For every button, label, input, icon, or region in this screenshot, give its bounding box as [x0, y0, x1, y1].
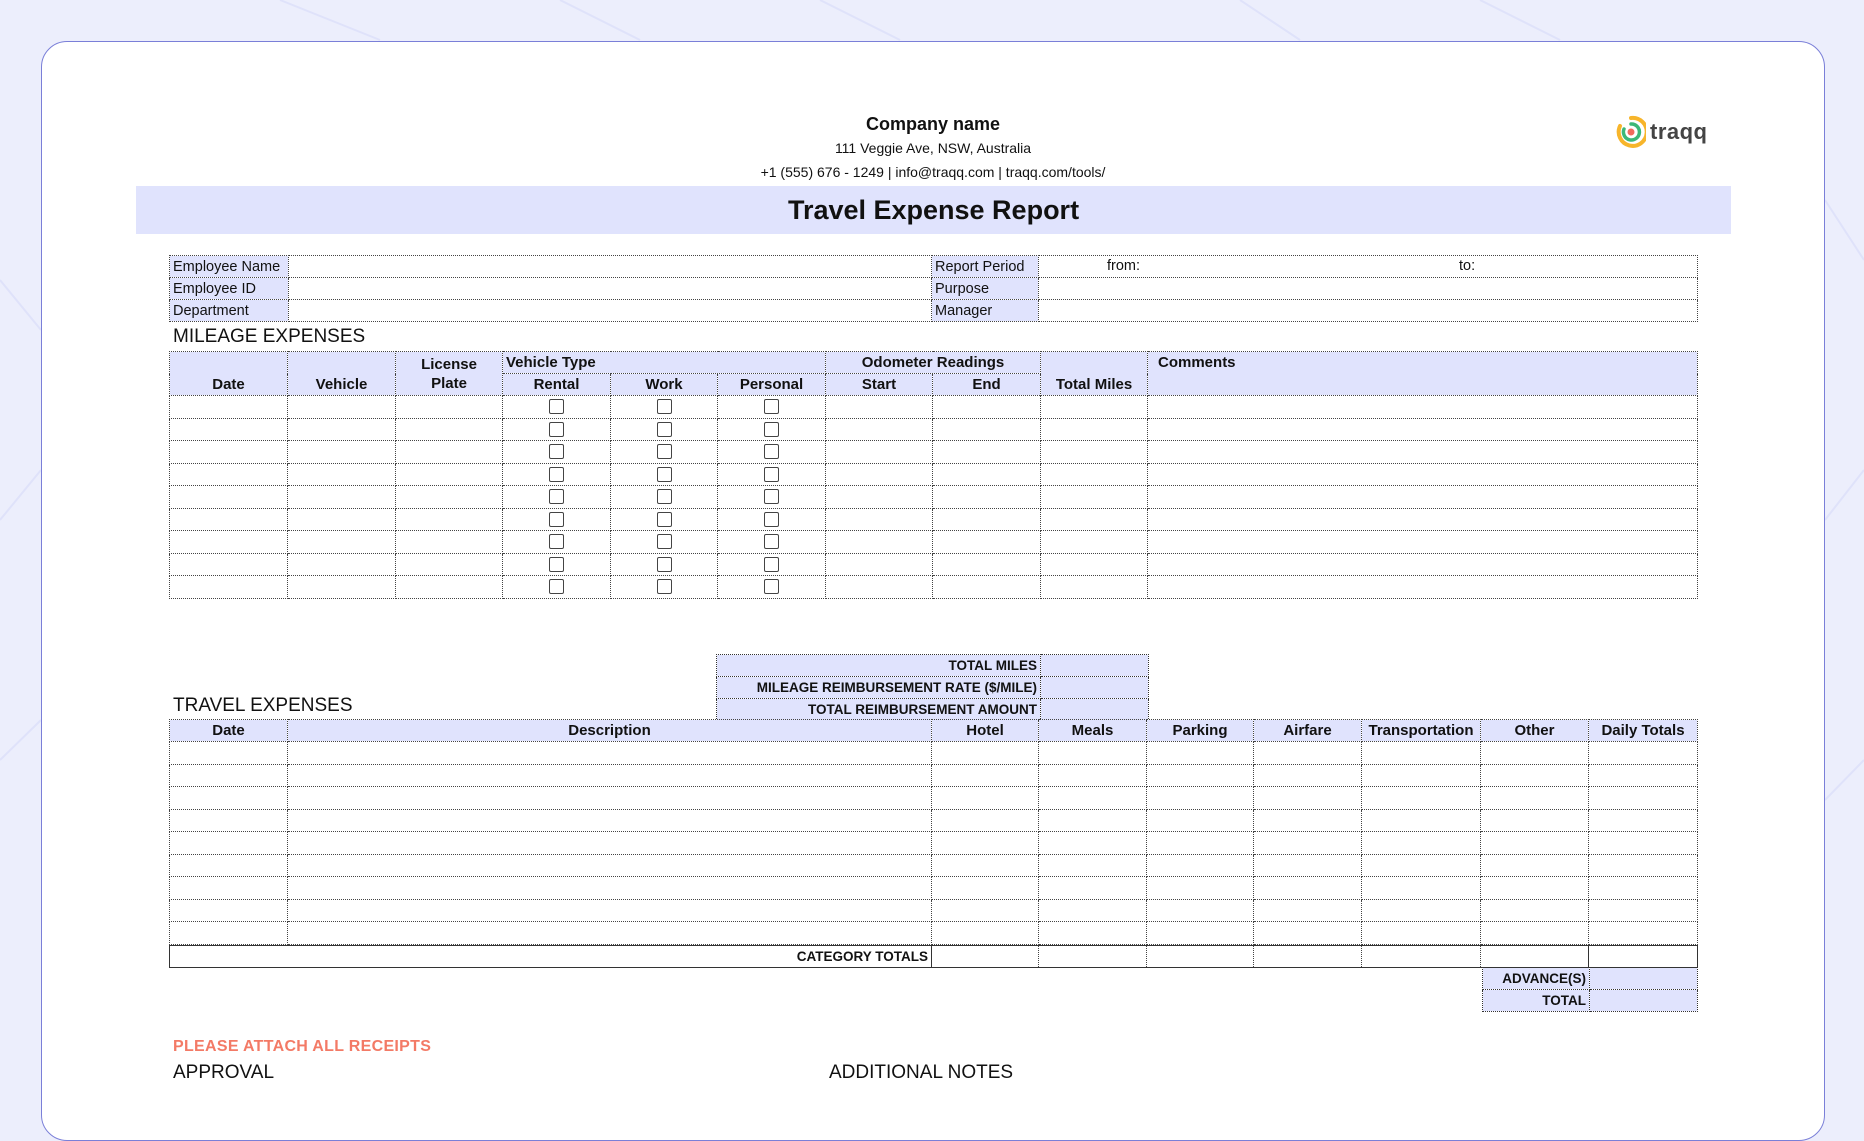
- total-miles-cell[interactable]: [1041, 463, 1148, 486]
- comments-cell[interactable]: [1148, 486, 1698, 509]
- rental-checkbox[interactable]: [549, 557, 564, 572]
- odometer-end-cell[interactable]: [933, 486, 1041, 509]
- rental-checkbox[interactable]: [549, 444, 564, 459]
- daily-total-cell[interactable]: [1589, 922, 1698, 945]
- transportation-cell[interactable]: [1362, 854, 1481, 877]
- personal-cell: [718, 531, 826, 554]
- airfare-cell[interactable]: [1254, 809, 1362, 832]
- mileage-row: [170, 486, 1698, 509]
- description-cell[interactable]: [288, 922, 932, 945]
- mileage-row: [170, 553, 1698, 576]
- personal-cell: [718, 418, 826, 441]
- parking-cell[interactable]: [1147, 854, 1254, 877]
- airfare-total[interactable]: [1254, 946, 1362, 968]
- work-checkbox[interactable]: [657, 489, 672, 504]
- report-period-field[interactable]: [1039, 256, 1698, 278]
- odometer-end-cell[interactable]: [933, 396, 1041, 419]
- hotel-cell[interactable]: [932, 742, 1039, 765]
- meals-header: Meals: [1039, 720, 1147, 742]
- airfare-header: Airfare: [1254, 720, 1362, 742]
- other-header: Other: [1481, 720, 1589, 742]
- work-checkbox[interactable]: [657, 557, 672, 572]
- advances-label: ADVANCE(S): [1483, 968, 1590, 990]
- total-miles-label: TOTAL MILES: [717, 655, 1041, 677]
- travel-table: [169, 719, 1698, 945]
- mileage-row: [170, 463, 1698, 486]
- rental-checkbox[interactable]: [549, 579, 564, 594]
- meals-cell[interactable]: [1039, 854, 1147, 877]
- total-miles-cell[interactable]: [1041, 418, 1148, 441]
- parking-cell[interactable]: [1147, 742, 1254, 765]
- work-checkbox[interactable]: [657, 444, 672, 459]
- airfare-cell[interactable]: [1254, 764, 1362, 787]
- category-totals-label: CATEGORY TOTALS: [170, 946, 932, 968]
- transportation-cell[interactable]: [1362, 764, 1481, 787]
- meals-cell[interactable]: [1039, 832, 1147, 855]
- date-cell[interactable]: [170, 742, 288, 765]
- mileage-table: [169, 351, 1698, 599]
- personal-checkbox[interactable]: [764, 399, 779, 414]
- parking-cell[interactable]: [1147, 922, 1254, 945]
- grand-total-field[interactable]: [1590, 990, 1698, 1012]
- description-cell[interactable]: [288, 742, 932, 765]
- transportation-header: Transportation: [1362, 720, 1481, 742]
- odometer-end-cell[interactable]: [933, 531, 1041, 554]
- description-cell[interactable]: [288, 899, 932, 922]
- comments-cell[interactable]: [1148, 441, 1698, 464]
- work-cell: [611, 463, 718, 486]
- personal-checkbox[interactable]: [764, 444, 779, 459]
- approval-section-title: APPROVAL: [173, 1062, 275, 1083]
- license-plate-cell[interactable]: [396, 441, 503, 464]
- odometer-end-cell[interactable]: [933, 576, 1041, 599]
- transportation-cell[interactable]: [1362, 787, 1481, 810]
- traqq-logo: [1616, 114, 1708, 150]
- other-cell[interactable]: [1481, 877, 1589, 900]
- employee-name-field[interactable]: [289, 256, 932, 278]
- rental-checkbox[interactable]: [549, 422, 564, 437]
- date-cell[interactable]: [170, 899, 288, 922]
- total-miles-cell[interactable]: [1041, 508, 1148, 531]
- mileage-summary-table: [716, 654, 1149, 721]
- date-cell[interactable]: [170, 787, 288, 810]
- airfare-cell[interactable]: [1254, 742, 1362, 765]
- employee-info-table: [169, 255, 1698, 322]
- vehicle-cell[interactable]: [288, 396, 396, 419]
- rental-cell: [503, 576, 611, 599]
- travel-row: [170, 922, 1698, 945]
- employee-id-field[interactable]: [289, 278, 932, 300]
- airfare-cell[interactable]: [1254, 899, 1362, 922]
- date-cell[interactable]: [170, 463, 288, 486]
- license-plate-cell[interactable]: [396, 508, 503, 531]
- title-bar: [136, 186, 1731, 234]
- meals-cell[interactable]: [1039, 922, 1147, 945]
- personal-checkbox[interactable]: [764, 489, 779, 504]
- work-cell: [611, 531, 718, 554]
- airfare-cell[interactable]: [1254, 922, 1362, 945]
- personal-cell: [718, 463, 826, 486]
- odometer-start-cell[interactable]: [826, 441, 933, 464]
- personal-cell: [718, 508, 826, 531]
- rental-cell: [503, 553, 611, 576]
- daily-total-cell[interactable]: [1589, 899, 1698, 922]
- parking-cell[interactable]: [1147, 764, 1254, 787]
- other-cell[interactable]: [1481, 922, 1589, 945]
- airfare-cell[interactable]: [1254, 854, 1362, 877]
- vehicle-cell[interactable]: [288, 553, 396, 576]
- work-cell: [611, 508, 718, 531]
- total-reimbursement-label: TOTAL REIMBURSEMENT AMOUNT: [717, 699, 1041, 721]
- company-address: 111 Veggie Ave, NSW, Australia: [834, 140, 1032, 156]
- mileage-row: [170, 441, 1698, 464]
- company-contact: +1 (555) 676 - 1249 | info@traqq.com | traqq.com/tools/: [760, 164, 1106, 180]
- other-cell[interactable]: [1481, 854, 1589, 877]
- employee-name-label: Employee Name: [170, 256, 289, 278]
- mileage-rate-label: MILEAGE REIMBURSEMENT RATE ($/MILE): [717, 677, 1041, 699]
- daily-totals-total[interactable]: [1589, 946, 1698, 968]
- date-cell[interactable]: [170, 576, 288, 599]
- personal-header: Personal: [718, 374, 826, 396]
- travel-row: [170, 899, 1698, 922]
- total-miles-cell[interactable]: [1041, 396, 1148, 419]
- date-cell[interactable]: [170, 486, 288, 509]
- date-cell[interactable]: [170, 396, 288, 419]
- date-cell[interactable]: [170, 441, 288, 464]
- traqq-logo-icon: [1616, 114, 1646, 150]
- mileage-row: [170, 531, 1698, 554]
- company-name: Company name: [865, 114, 1001, 134]
- hotel-cell[interactable]: [932, 764, 1039, 787]
- work-checkbox[interactable]: [657, 579, 672, 594]
- transportation-cell[interactable]: [1362, 832, 1481, 855]
- license-plate-header: License Plate: [396, 352, 503, 396]
- manager-label: Manager: [932, 300, 1039, 322]
- meals-cell[interactable]: [1039, 742, 1147, 765]
- travel-row: [170, 742, 1698, 765]
- hotel-cell[interactable]: [932, 922, 1039, 945]
- work-cell: [611, 486, 718, 509]
- work-checkbox[interactable]: [657, 422, 672, 437]
- description-cell[interactable]: [288, 787, 932, 810]
- parking-total[interactable]: [1147, 946, 1254, 968]
- airfare-cell[interactable]: [1254, 877, 1362, 900]
- comments-cell[interactable]: [1148, 553, 1698, 576]
- hotel-cell[interactable]: [932, 899, 1039, 922]
- travel-row: [170, 787, 1698, 810]
- document-page: [41, 41, 1825, 1141]
- airfare-cell[interactable]: [1254, 787, 1362, 810]
- odometer-start-cell[interactable]: [826, 463, 933, 486]
- transportation-cell[interactable]: [1362, 809, 1481, 832]
- travel-row: [170, 877, 1698, 900]
- meals-cell[interactable]: [1039, 809, 1147, 832]
- work-cell: [611, 418, 718, 441]
- date-cell[interactable]: [170, 877, 288, 900]
- description-cell[interactable]: [288, 832, 932, 855]
- personal-cell: [718, 576, 826, 599]
- daily-total-cell[interactable]: [1589, 809, 1698, 832]
- additional-notes-section-title: ADDITIONAL NOTES: [829, 1062, 1014, 1083]
- rental-checkbox[interactable]: [549, 534, 564, 549]
- other-cell[interactable]: [1481, 787, 1589, 810]
- other-cell[interactable]: [1481, 899, 1589, 922]
- rental-checkbox[interactable]: [549, 512, 564, 527]
- rental-cell: [503, 531, 611, 554]
- personal-checkbox[interactable]: [764, 467, 779, 482]
- total-reimbursement-field[interactable]: [1041, 699, 1149, 721]
- mileage-row: [170, 576, 1698, 599]
- personal-checkbox[interactable]: [764, 557, 779, 572]
- description-cell[interactable]: [288, 764, 932, 787]
- odometer-start-cell[interactable]: [826, 576, 933, 599]
- hotel-cell[interactable]: [932, 854, 1039, 877]
- license-plate-cell[interactable]: [396, 531, 503, 554]
- other-cell[interactable]: [1481, 832, 1589, 855]
- license-plate-cell[interactable]: [396, 418, 503, 441]
- date-cell[interactable]: [170, 832, 288, 855]
- work-checkbox[interactable]: [657, 534, 672, 549]
- mileage-vehicle-header: Vehicle: [288, 352, 396, 396]
- total-miles-header: Total Miles: [1041, 352, 1148, 396]
- date-cell[interactable]: [170, 553, 288, 576]
- odometer-start-cell[interactable]: [826, 418, 933, 441]
- transportation-total[interactable]: [1362, 946, 1481, 968]
- travel-row: [170, 854, 1698, 877]
- meals-total[interactable]: [1039, 946, 1147, 968]
- odometer-start-cell[interactable]: [826, 486, 933, 509]
- rental-checkbox[interactable]: [549, 399, 564, 414]
- other-cell[interactable]: [1481, 742, 1589, 765]
- logo-text: traqq: [1650, 119, 1708, 144]
- vehicle-cell[interactable]: [288, 576, 396, 599]
- date-cell[interactable]: [170, 508, 288, 531]
- work-header: Work: [611, 374, 718, 396]
- odometer-start-cell[interactable]: [826, 553, 933, 576]
- advances-table: [1482, 967, 1698, 1012]
- mileage-rate-field[interactable]: [1041, 677, 1149, 699]
- total-miles-cell[interactable]: [1041, 441, 1148, 464]
- total-miles-cell[interactable]: [1041, 486, 1148, 509]
- comments-cell[interactable]: [1148, 576, 1698, 599]
- daily-total-cell[interactable]: [1589, 764, 1698, 787]
- date-cell[interactable]: [170, 854, 288, 877]
- rental-cell: [503, 486, 611, 509]
- vehicle-cell[interactable]: [288, 486, 396, 509]
- odometer-end-cell[interactable]: [933, 418, 1041, 441]
- comments-cell[interactable]: [1148, 508, 1698, 531]
- other-cell[interactable]: [1481, 764, 1589, 787]
- rental-cell: [503, 418, 611, 441]
- comments-cell[interactable]: [1148, 463, 1698, 486]
- date-cell[interactable]: [170, 922, 288, 945]
- mileage-section-title: MILEAGE EXPENSES: [173, 326, 366, 347]
- other-cell[interactable]: [1481, 809, 1589, 832]
- odometer-header: Odometer Readings: [826, 352, 1041, 374]
- personal-cell: [718, 553, 826, 576]
- comments-cell[interactable]: [1148, 396, 1698, 419]
- advances-field[interactable]: [1590, 968, 1698, 990]
- hotel-total[interactable]: [932, 946, 1039, 968]
- report-title: Travel Expense Report: [787, 195, 1080, 225]
- from-label: from:: [1107, 258, 1141, 274]
- daily-total-cell[interactable]: [1589, 787, 1698, 810]
- odometer-end-cell[interactable]: [933, 508, 1041, 531]
- rental-cell: [503, 441, 611, 464]
- manager-field[interactable]: [1039, 300, 1698, 322]
- personal-checkbox[interactable]: [764, 512, 779, 527]
- date-cell[interactable]: [170, 531, 288, 554]
- rental-checkbox[interactable]: [549, 467, 564, 482]
- meals-cell[interactable]: [1039, 899, 1147, 922]
- description-cell[interactable]: [288, 809, 932, 832]
- daily-total-cell[interactable]: [1589, 854, 1698, 877]
- to-label: to:: [1459, 258, 1476, 274]
- odometer-end-header: End: [933, 374, 1041, 396]
- description-cell[interactable]: [288, 877, 932, 900]
- airfare-cell[interactable]: [1254, 832, 1362, 855]
- work-cell: [611, 576, 718, 599]
- work-cell: [611, 553, 718, 576]
- transportation-cell[interactable]: [1362, 922, 1481, 945]
- attach-receipts-notice: PLEASE ATTACH ALL RECEIPTS: [173, 1038, 432, 1055]
- daily-total-cell[interactable]: [1589, 832, 1698, 855]
- odometer-end-cell[interactable]: [933, 463, 1041, 486]
- rental-cell: [503, 508, 611, 531]
- department-field[interactable]: [289, 300, 932, 322]
- license-plate-cell[interactable]: [396, 463, 503, 486]
- parking-cell[interactable]: [1147, 877, 1254, 900]
- odometer-end-cell[interactable]: [933, 553, 1041, 576]
- parking-cell[interactable]: [1147, 832, 1254, 855]
- purpose-field[interactable]: [1039, 278, 1698, 300]
- parking-header: Parking: [1147, 720, 1254, 742]
- purpose-label: Purpose: [932, 278, 1039, 300]
- rental-cell: [503, 396, 611, 419]
- work-checkbox[interactable]: [657, 467, 672, 482]
- transportation-cell[interactable]: [1362, 899, 1481, 922]
- comments-cell[interactable]: [1148, 418, 1698, 441]
- vehicle-type-header: Vehicle Type: [503, 352, 826, 374]
- license-plate-cell[interactable]: [396, 576, 503, 599]
- mileage-row: [170, 508, 1698, 531]
- comments-header: Comments: [1148, 352, 1698, 396]
- vehicle-cell[interactable]: [288, 531, 396, 554]
- rental-cell: [503, 463, 611, 486]
- total-miles-cell[interactable]: [1041, 576, 1148, 599]
- date-cell[interactable]: [170, 764, 288, 787]
- meals-cell[interactable]: [1039, 764, 1147, 787]
- daily-total-cell[interactable]: [1589, 877, 1698, 900]
- license-plate-cell[interactable]: [396, 553, 503, 576]
- travel-row: [170, 809, 1698, 832]
- work-cell: [611, 396, 718, 419]
- personal-checkbox[interactable]: [764, 534, 779, 549]
- personal-checkbox[interactable]: [764, 422, 779, 437]
- travel-date-header: Date: [170, 720, 288, 742]
- meals-cell[interactable]: [1039, 877, 1147, 900]
- parking-cell[interactable]: [1147, 899, 1254, 922]
- hotel-header: Hotel: [932, 720, 1039, 742]
- transportation-cell[interactable]: [1362, 877, 1481, 900]
- date-cell[interactable]: [170, 809, 288, 832]
- rental-checkbox[interactable]: [549, 489, 564, 504]
- report-period-label: Report Period: [932, 256, 1039, 278]
- personal-cell: [718, 486, 826, 509]
- parking-cell[interactable]: [1147, 809, 1254, 832]
- odometer-start-cell[interactable]: [826, 396, 933, 419]
- odometer-start-cell[interactable]: [826, 508, 933, 531]
- daily-total-cell[interactable]: [1589, 742, 1698, 765]
- date-cell[interactable]: [170, 418, 288, 441]
- vehicle-cell[interactable]: [288, 463, 396, 486]
- mileage-row: [170, 396, 1698, 419]
- other-total[interactable]: [1481, 946, 1589, 968]
- vehicle-cell[interactable]: [288, 418, 396, 441]
- work-cell: [611, 441, 718, 464]
- department-label: Department: [170, 300, 289, 322]
- personal-cell: [718, 441, 826, 464]
- rental-header: Rental: [503, 374, 611, 396]
- grand-total-label: TOTAL: [1483, 990, 1590, 1012]
- work-checkbox[interactable]: [657, 512, 672, 527]
- license-plate-cell[interactable]: [396, 396, 503, 419]
- personal-checkbox[interactable]: [764, 579, 779, 594]
- odometer-end-cell[interactable]: [933, 441, 1041, 464]
- meals-cell[interactable]: [1039, 787, 1147, 810]
- transportation-cell[interactable]: [1362, 742, 1481, 765]
- work-checkbox[interactable]: [657, 399, 672, 414]
- vehicle-cell[interactable]: [288, 441, 396, 464]
- license-plate-cell[interactable]: [396, 486, 503, 509]
- travel-row: [170, 832, 1698, 855]
- mileage-date-header: Date: [170, 352, 288, 396]
- description-header: Description: [288, 720, 932, 742]
- travel-row: [170, 764, 1698, 787]
- hotel-cell[interactable]: [932, 832, 1039, 855]
- total-miles-cell[interactable]: [1041, 531, 1148, 554]
- category-totals-table: [169, 945, 1698, 968]
- personal-cell: [718, 396, 826, 419]
- description-cell[interactable]: [288, 854, 932, 877]
- odometer-start-cell[interactable]: [826, 531, 933, 554]
- total-miles-cell[interactable]: [1041, 553, 1148, 576]
- employee-id-label: Employee ID: [170, 278, 289, 300]
- odometer-start-header: Start: [826, 374, 933, 396]
- hotel-cell[interactable]: [932, 787, 1039, 810]
- hotel-cell[interactable]: [932, 809, 1039, 832]
- mileage-row: [170, 418, 1698, 441]
- hotel-cell[interactable]: [932, 877, 1039, 900]
- comments-cell[interactable]: [1148, 531, 1698, 554]
- parking-cell[interactable]: [1147, 787, 1254, 810]
- vehicle-cell[interactable]: [288, 508, 396, 531]
- daily-totals-header: Daily Totals: [1589, 720, 1698, 742]
- travel-section-title: TRAVEL EXPENSES: [173, 695, 353, 716]
- total-miles-field[interactable]: [1041, 655, 1149, 677]
